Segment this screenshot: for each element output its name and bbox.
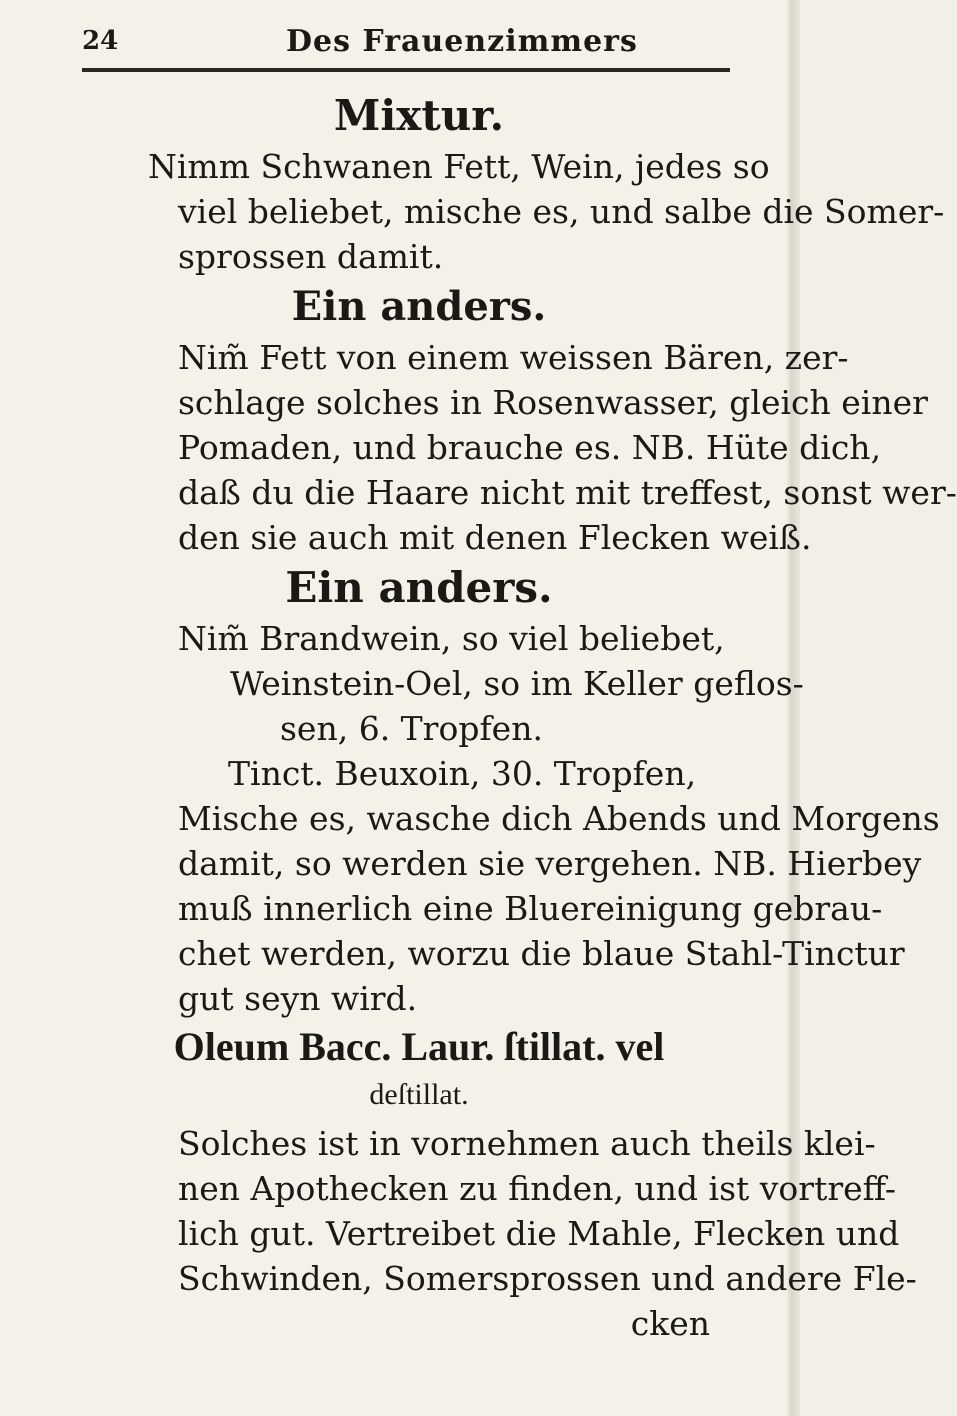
paragraph-ein-anders-1 bbox=[78, 335, 957, 560]
text-line: Pomaden, und brauche es. NB. Hüte dich, bbox=[178, 428, 882, 467]
text-line: nen Apothecken zu finden, und ist vortreff- bbox=[178, 1169, 897, 1208]
section-heading-ein-anders-1: Ein anders. bbox=[291, 283, 547, 330]
section-heading-mixtur: Mixtur. bbox=[333, 91, 505, 140]
text-line: daß du die Haare nicht mit treffest, sonst wer- bbox=[178, 473, 957, 512]
text-line: lich gut. Vertreibet die Mahle, Flecken und bbox=[178, 1214, 900, 1253]
text-line: den sie auch mit denen Flecken weiß. bbox=[178, 518, 812, 557]
text-line: muß innerlich eine Bluereinigung gebrau- bbox=[178, 889, 883, 928]
text-line: sprossen damit. bbox=[178, 237, 444, 276]
text-line: Mische es, wasche dich Abends und Morgens bbox=[178, 799, 940, 838]
page-number: 24 bbox=[82, 26, 119, 56]
running-title: Des Frauenzimmers bbox=[286, 24, 638, 59]
latin-heading: Oleum Bacc. Laur. ſtillat. vel bbox=[173, 1024, 665, 1069]
text-line: Nim̃ Fett von einem weissen Bären, zer- bbox=[178, 338, 849, 377]
text-line: viel beliebet, mische es, und salbe die Somer- bbox=[178, 192, 945, 231]
text-line: damit, so werden sie vergehen. NB. Hierbey bbox=[178, 844, 922, 883]
text-line: Nimm Schwanen Fett, Wein, jedes so bbox=[148, 147, 770, 186]
section-heading-ein-anders-2: Ein anders. bbox=[285, 563, 553, 612]
text-line: Schwinden, Somersprossen und andere Fle- bbox=[178, 1259, 917, 1298]
text-line: Solches ist in vornehmen auch theils klei- bbox=[178, 1124, 876, 1163]
page-header bbox=[74, 24, 754, 64]
text-line: Tinct. Beuxoin, 30. Tropfen, bbox=[228, 754, 697, 793]
text-line: schlage solches in Rosenwasser, gleich einer bbox=[178, 383, 928, 422]
paragraph-mixtur bbox=[78, 144, 945, 279]
latin-subheading: deſtillat. bbox=[369, 1078, 469, 1111]
paragraph-final bbox=[78, 1121, 917, 1346]
text-body bbox=[78, 88, 957, 1346]
text-line: gut seyn wird. bbox=[178, 979, 418, 1018]
catchword: cken bbox=[630, 1304, 710, 1343]
text-line: chet werden, worzu die blaue Stahl-Tinctur bbox=[178, 934, 905, 973]
text-line: Nim̃ Brandwein, so viel beliebet, bbox=[178, 619, 725, 658]
text-line: Weinstein-Oel, so im Keller geflos- bbox=[230, 664, 804, 703]
text-line: sen, 6. Tropfen. bbox=[280, 709, 543, 748]
header-rule bbox=[82, 68, 730, 72]
paragraph-ein-anders-2 bbox=[78, 616, 940, 1021]
